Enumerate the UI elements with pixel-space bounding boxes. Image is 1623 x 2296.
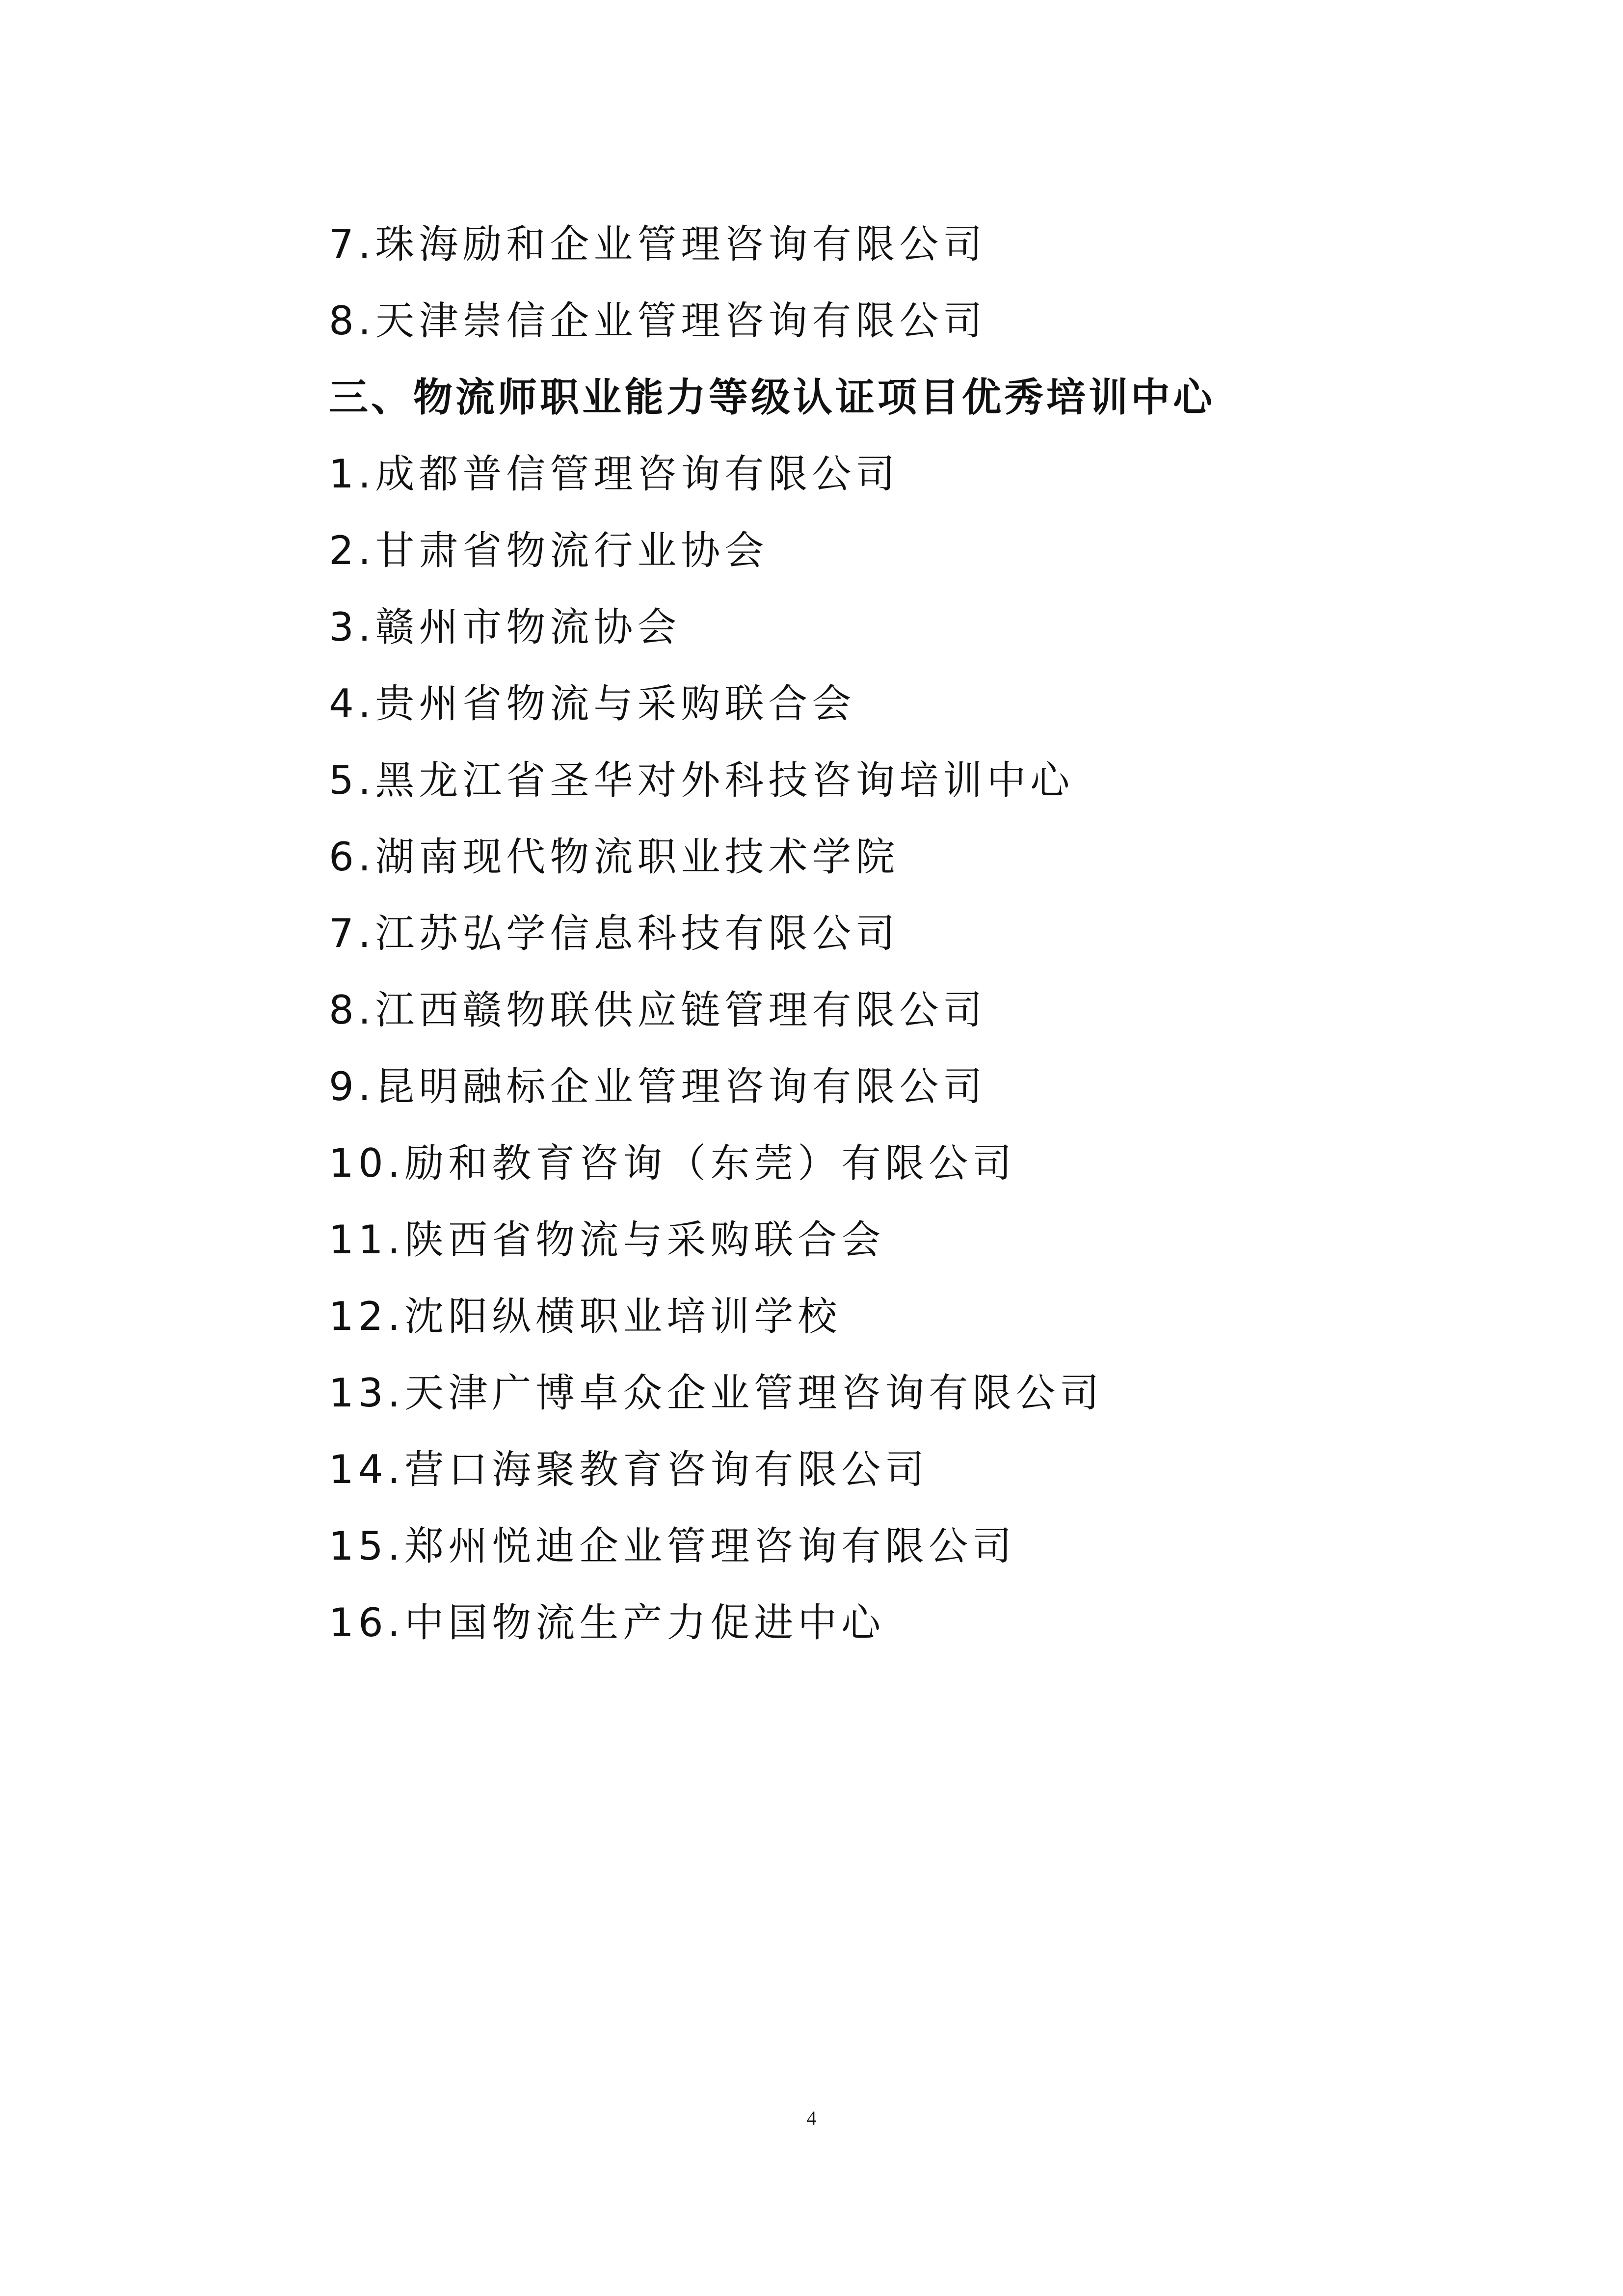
list-item: 11.陕西省物流与采购联合会 bbox=[329, 1217, 885, 1263]
list-item: 6.湖南现代物流职业技术学院 bbox=[329, 834, 900, 880]
list-item: 5.黑龙江省圣华对外科技咨询培训中心 bbox=[329, 757, 1074, 803]
page-number: 4 bbox=[806, 2107, 817, 2129]
list-item: 12.沈阳纵横职业培训学校 bbox=[329, 1294, 842, 1339]
list-item: 13.天津广博卓众企业管理咨询有限公司 bbox=[329, 1370, 1104, 1416]
list-item: 2.甘肃省物流行业协会 bbox=[329, 528, 769, 573]
section-heading: 三、物流师职业能力等级认证项目优秀培训中心 bbox=[329, 375, 1215, 420]
document-body bbox=[329, 206, 1458, 1661]
list-item: 7.江苏弘学信息科技有限公司 bbox=[329, 911, 900, 956]
list-item: 7.珠海励和企业管理咨询有限公司 bbox=[329, 221, 987, 267]
list-item: 3.赣州市物流协会 bbox=[329, 604, 681, 650]
list-item: 1.成都普信管理咨询有限公司 bbox=[329, 451, 900, 497]
list-item: 14.营口海聚教育咨询有限公司 bbox=[329, 1447, 929, 1492]
list-item: 15.郑州悦迪企业管理咨询有限公司 bbox=[329, 1523, 1016, 1569]
list-item: 10.励和教育咨询（东莞）有限公司 bbox=[329, 1140, 1016, 1186]
list-item: 4.贵州省物流与采购联合会 bbox=[329, 681, 856, 727]
list-item: 8.江西赣物联供应链管理有限公司 bbox=[329, 987, 987, 1033]
list-item: 9.昆明融标企业管理咨询有限公司 bbox=[329, 1064, 987, 1109]
list-item: 8.天津崇信企业管理咨询有限公司 bbox=[329, 298, 987, 344]
list-item: 16.中国物流生产力促进中心 bbox=[329, 1600, 885, 1646]
